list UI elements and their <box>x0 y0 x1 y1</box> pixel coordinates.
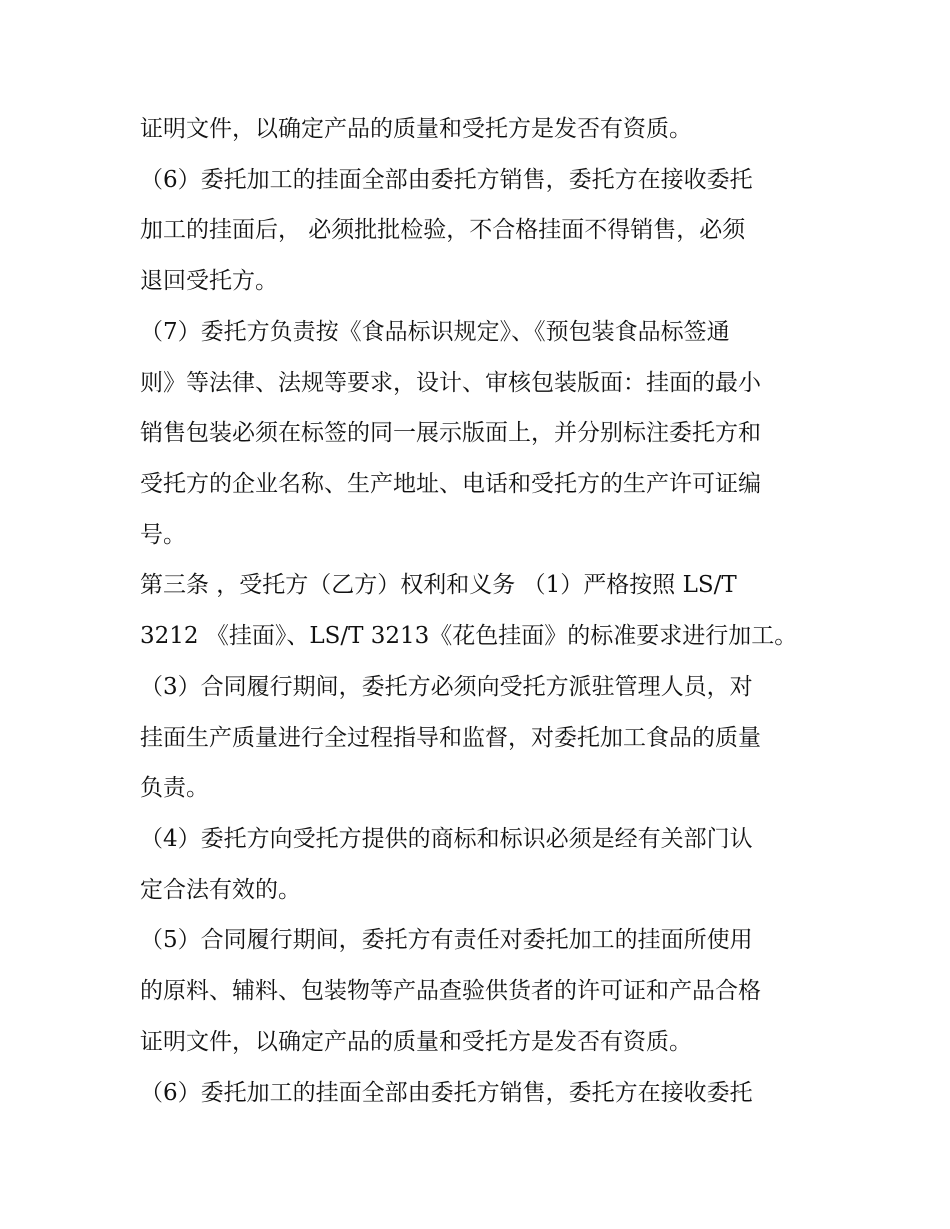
text-line: 加工的挂面后， 必须批批检验，不合格挂面不得销售，必须 <box>140 217 746 243</box>
text-line: （4）委托方向受托方提供的商标和标识必须是经有关部门认 <box>140 826 753 852</box>
text-line: 第三条 ，受托方（乙方）权利和义务 （1）严格按照 LS/T <box>140 572 737 598</box>
text-line: （7）委托方负责按《食品标识规定》、《预包装食品标签通 <box>140 319 730 345</box>
text-line: （6）委托加工的挂面全部由委托方销售，委托方在接收委托 <box>140 167 753 193</box>
text-line: （5）合同履行期间，委托方有责任对委托加工的挂面所使用 <box>140 927 753 953</box>
text-line: 挂面生产质量进行全过程指导和监督，对委托加工食品的质量 <box>140 725 761 751</box>
text-line: 证明文件，以确定产品的质量和受托方是发否有资质。 <box>140 1029 692 1055</box>
text-line: 证明文件，以确定产品的质量和受托方是发否有资质。 <box>140 116 692 142</box>
text-line: 3212 《挂面》、LS/T 3213《花色挂面》的标准要求进行加工。 <box>140 623 798 649</box>
text-line: 负责。 <box>140 775 209 801</box>
text-line: （3）合同履行期间，委托方必须向受托方派驻管理人员，对 <box>140 674 753 700</box>
text-line: 销售包装必须在标签的同一展示版面上，并分别标注委托方和 <box>140 420 761 446</box>
text-line: （6）委托加工的挂面全部由委托方销售，委托方在接收委托 <box>140 1080 753 1106</box>
text-line: 定合法有效的。 <box>140 877 301 903</box>
text-line: 受托方的企业名称、生产地址、电话和受托方的生产许可证编 <box>140 471 761 497</box>
text-line: 号。 <box>140 522 186 548</box>
text-line: 则》等法律、法规等要求，设计、审核包装版面：挂面的最小 <box>140 370 761 396</box>
text-line: 退回受托方。 <box>140 268 278 294</box>
text-line: 的原料、辅料、包装物等产品查验供货者的许可证和产品合格 <box>140 978 761 1004</box>
